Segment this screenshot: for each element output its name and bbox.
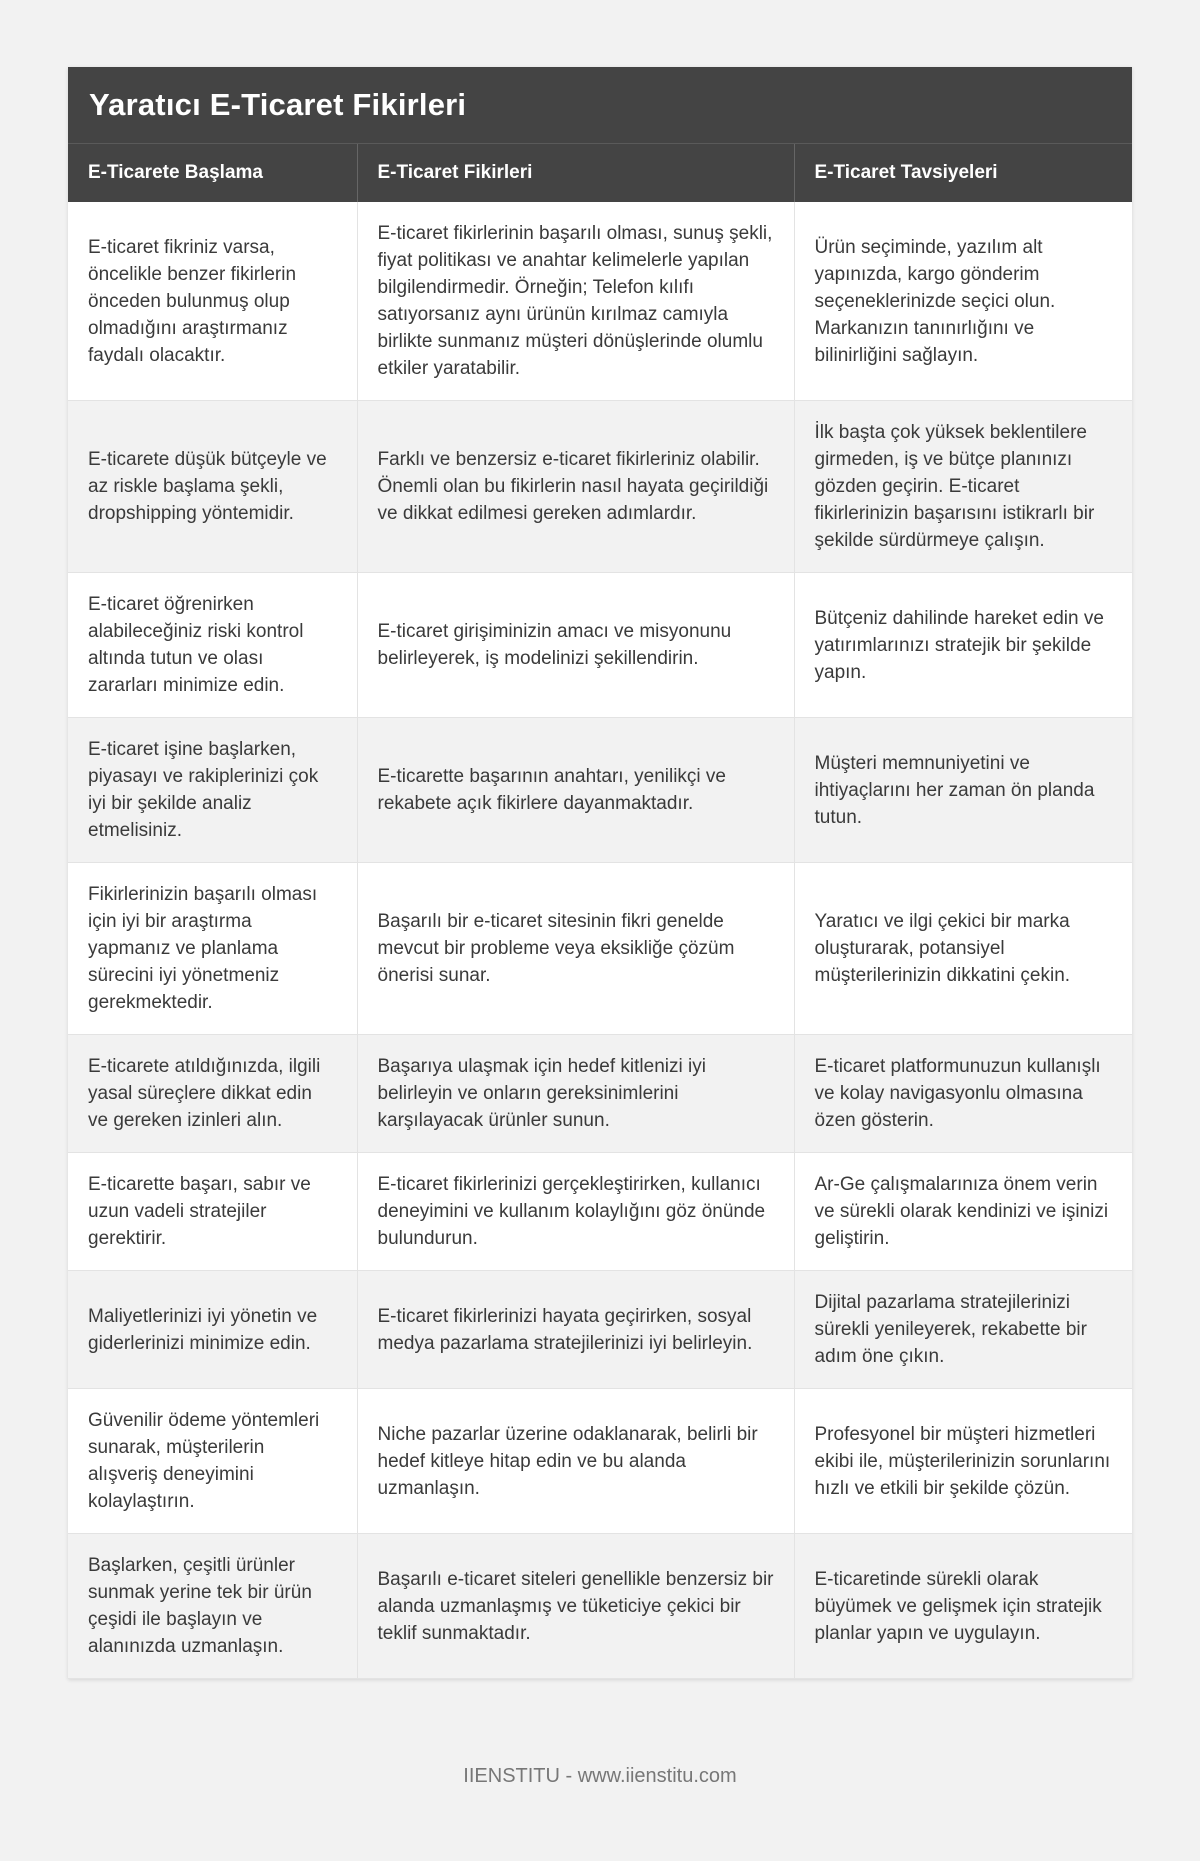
table-cell: E-ticaret girişiminizin amacı ve misyonunu belirleyerek, iş modelinizi şekillendirin. — [357, 573, 794, 718]
table-cell: Başarılı bir e-ticaret sitesinin fikri genelde mevcut bir probleme veya eksikliğe çözüm önerisi sunar. — [357, 863, 794, 1035]
table-row — [68, 1534, 1132, 1679]
table-row — [68, 1153, 1132, 1271]
table-row — [68, 1271, 1132, 1389]
table-body — [68, 202, 1132, 1679]
table-cell: Ar-Ge çalışmalarınıza önem verin ve sürekli olarak kendinizi ve işinizi geliştirin. — [794, 1153, 1132, 1271]
page-title: Yaratıcı E-Ticaret Fikirleri — [89, 87, 467, 122]
table-cell: E-ticaretinde sürekli olarak büyümek ve gelişmek için stratejik planlar yapın ve uygulayın. — [794, 1534, 1132, 1679]
table-cell: E-ticarette başarının anahtarı, yenilikçi ve rekabete açık fikirlere dayanmaktadır. — [357, 718, 794, 863]
title-bar — [68, 67, 1132, 144]
table-row — [68, 1389, 1132, 1534]
table-cell: Niche pazarlar üzerine odaklanarak, belirli bir hedef kitleye hitap edin ve bu alanda uzmanlaşın. — [357, 1389, 794, 1534]
table-cell: Müşteri memnuniyetini ve ihtiyaçlarını her zaman ön planda tutun. — [794, 718, 1132, 863]
table-cell: E-ticaret fikriniz varsa, öncelikle benzer fikirlerin önceden bulunmuş olup olmadığını araştırmanız faydalı olacaktır. — [68, 202, 357, 401]
table-row — [68, 1035, 1132, 1153]
table-cell: E-ticaret fikirlerinin başarılı olması, sunuş şekli, fiyat politikası ve anahtar kelimelerle yapılan bilgilendirmedir. Örneğin; Telefon kılıfı satıyorsanız aynı ürünün kırılmaz camıyla birlikte sunmanız müşteri dönüşlerinde olumlu etkiler yaratabilir. — [357, 202, 794, 401]
table-cell: Başlarken, çeşitli ürünler sunmak yerine tek bir ürün çeşidi ile başlayın ve alanınızda uzmanlaşın. — [68, 1534, 357, 1679]
table-cell: E-ticaret fikirlerinizi hayata geçirirken, sosyal medya pazarlama stratejilerinizi iyi belirleyin. — [357, 1271, 794, 1389]
table-cell: E-ticaret işine başlarken, piyasayı ve rakiplerinizi çok iyi bir şekilde analiz etmelisiniz. — [68, 718, 357, 863]
ideas-table — [68, 144, 1132, 1679]
table-cell: Güvenilir ödeme yöntemleri sunarak, müşterilerin alışveriş deneyimini kolaylaştırın. — [68, 1389, 357, 1534]
column-header: E-Ticaret Fikirleri — [357, 144, 794, 202]
table-cell: Fikirlerinizin başarılı olması için iyi bir araştırma yapmanız ve planlama sürecini iyi yönetmeniz gerekmektedir. — [68, 863, 357, 1035]
table-cell: Bütçeniz dahilinde hareket edin ve yatırımlarınızı stratejik bir şekilde yapın. — [794, 573, 1132, 718]
table-cell: Ürün seçiminde, yazılım alt yapınızda, kargo gönderim seçeneklerinizde seçici olun. Markanızın tanınırlığını ve bilinirliğini sağlayın. — [794, 202, 1132, 401]
table-cell: İlk başta çok yüksek beklentilere girmeden, iş ve bütçe planınızı gözden geçirin. E-ticaret fikirlerinizin başarısını istikrarlı bir şekilde sürdürmeye çalışın. — [794, 401, 1132, 573]
footer-credit: IIENSTITU - www.iienstitu.com — [463, 1765, 737, 1787]
table-cell: Profesyonel bir müşteri hizmetleri ekibi ile, müşterilerinizin sorunlarını hızlı ve etkili bir şekilde çözün. — [794, 1389, 1132, 1534]
table-cell: E-ticaret platformunuzun kullanışlı ve kolay navigasyonlu olmasına özen gösterin. — [794, 1035, 1132, 1153]
table-row — [68, 401, 1132, 573]
table-cell: E-ticarette başarı, sabır ve uzun vadeli stratejiler gerektirir. — [68, 1153, 357, 1271]
table-cell: Yaratıcı ve ilgi çekici bir marka oluşturarak, potansiyel müşterilerinizin dikkatini çekin. — [794, 863, 1132, 1035]
table-cell: Farklı ve benzersiz e-ticaret fikirleriniz olabilir. Önemli olan bu fikirlerin nasıl hayata geçirildiği ve dikkat edilmesi gereken adımlardır. — [357, 401, 794, 573]
table-cell: Başarıya ulaşmak için hedef kitlenizi iyi belirleyin ve onların gereksinimlerini karşılayacak ürünler sunun. — [357, 1035, 794, 1153]
table-cell: Dijital pazarlama stratejilerinizi sürekli yenileyerek, rekabette bir adım öne çıkın. — [794, 1271, 1132, 1389]
table-cell: E-ticarete atıldığınızda, ilgili yasal süreçlere dikkat edin ve gereken izinleri alın. — [68, 1035, 357, 1153]
table-row — [68, 718, 1132, 863]
column-header: E-Ticarete Başlama — [68, 144, 357, 202]
table-cell: E-ticaret fikirlerinizi gerçekleştirirken, kullanıcı deneyimini ve kullanım kolaylığını göz önünde bulundurun. — [357, 1153, 794, 1271]
table-header-row — [68, 144, 1132, 202]
content-card — [68, 67, 1132, 1679]
table-row — [68, 573, 1132, 718]
table-cell: Maliyetlerinizi iyi yönetin ve giderlerinizi minimize edin. — [68, 1271, 357, 1389]
column-header: E-Ticaret Tavsiyeleri — [794, 144, 1132, 202]
table-row — [68, 202, 1132, 401]
table-cell: E-ticaret öğrenirken alabileceğiniz riski kontrol altında tutun ve olası zararları minimize edin. — [68, 573, 357, 718]
table-row — [68, 863, 1132, 1035]
table-cell: E-ticarete düşük bütçeyle ve az riskle başlama şekli, dropshipping yöntemidir. — [68, 401, 357, 573]
table-cell: Başarılı e-ticaret siteleri genellikle benzersiz bir alanda uzmanlaşmış ve tüketiciye çekici bir teklif sunmaktadır. — [357, 1534, 794, 1679]
